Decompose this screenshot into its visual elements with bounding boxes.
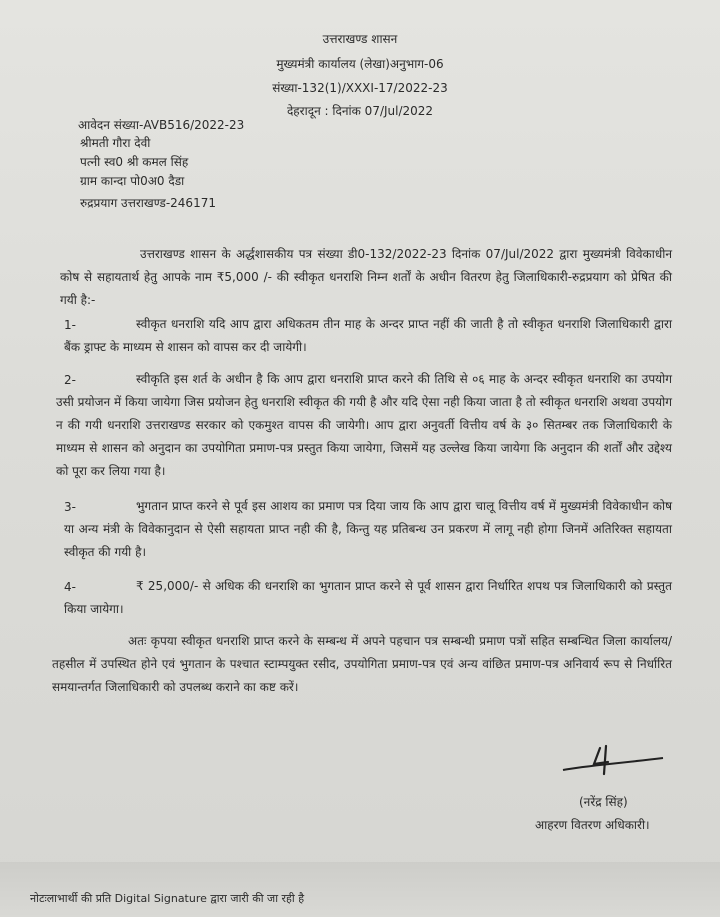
letter-date: देहरादून : दिनांक 07/Jul/2022	[286, 104, 434, 118]
condition-2-number: 2-	[64, 373, 76, 387]
condition-2-text: स्वीकृति इस शर्त के अधीन है कि आप द्वारा धनराशि प्राप्त करने की तिथि से ०६ माह के अन्दर स्वीकृत धनराशि का उपयोग उसी प्रयोजन में किया जायेगा जिस प्रयोजन हेतु धनराशि स्वीकृत की गयी है और यदि ऐसा नही किया जाता है तो स्वीकृत धनराशि अथवा उपयोग न की गयी धनराशि उत्तराखण्ड सरकार को एकमुश्त वापस की जायेगी। आप द्वारा अनुवर्ती वित्तीय वर्ष के ३० सितम्बर तक जिलाधिकारी के माध्यम से शासन को अनुदान का उपयोगिता प्रमाण-पत्र प्रस्तुत किया जायेगा, जिसमें यह उल्लेख किया जायेगा कि अनुदान की शर्तों और उद्देश्य को पूरा कर लिया गया है।	[56, 372, 672, 478]
signatory-designation: आहरण वितरण अधिकारी।	[535, 818, 650, 832]
handwritten-signature	[558, 740, 668, 780]
recipient-district: रुद्रप्रयाग उत्तराखण्ड-246171	[80, 196, 216, 210]
condition-3	[64, 495, 672, 564]
govt-name: उत्तराखण्ड शासन	[322, 32, 398, 46]
recipient-name: श्रीमती गौरा देवी	[80, 136, 151, 150]
closing-text: अतः कृपया स्वीकृत धनराशि प्राप्त करने के सम्बन्ध में अपने पहचान पत्र सम्बन्धी प्रमाण पत्रों सहित सम्बन्धित जिला कार्यालय/तहसील में उपस्थित होने एवं भुगतान के पश्चात स्टाम्पयुक्त रसीद, उपयोगिता प्रमाण-पत्र एवं अन्य वांछित प्रमाण-पत्र अनिवार्य रूप से निर्धारित समयान्तर्गत जिलाधिकारी को उपलब्ध कराने का कष्ट करें।	[52, 634, 672, 694]
letter-number: संख्या-132(1)/XXXI-17/2022-23	[272, 81, 448, 95]
condition-4	[64, 575, 672, 621]
application-number: आवेदन संख्या-AVB516/2022-23	[78, 118, 245, 132]
condition-3-number: 3-	[64, 500, 76, 514]
page-fold	[0, 862, 720, 917]
condition-1	[64, 313, 672, 359]
condition-1-text: स्वीकृत धनराशि यदि आप द्वारा अधिकतम तीन माह के अन्दर प्राप्त नहीं की जाती है तो स्वीकृत धनराशि जिलाधिकारी द्वारा बैंक ड्राफ्ट के माध्यम से शासन को वापस कर दी जायेगी।	[64, 317, 672, 354]
closing-paragraph	[52, 630, 672, 699]
condition-4-number: 4-	[64, 580, 76, 594]
condition-3-text: भुगतान प्राप्त करने से पूर्व इस आशय का प्रमाण पत्र दिया जाय कि आप द्वारा चालू वित्तीय वर्ष में मुख्यमंत्री विवेकाधीन कोष या अन्य मंत्री के विवेकानुदान से ऐसी सहायता प्राप्त नही की है, किन्तु यह प्रतिबन्ध उन प्रकरण में लागू नही होगा जिनमें अतिरिक्त सहायता स्वीकृत की गयी है।	[64, 499, 672, 559]
condition-4-text: ₹ 25,000/- से अधिक की धनराशि का भुगतान प्राप्त करने से पूर्व शासन द्वारा निर्धारित शपथ पत्र जिलाधिकारी को प्रस्तुत किया जायेगा।	[64, 579, 672, 616]
condition-1-number: 1-	[64, 318, 76, 332]
intro-text: उत्तराखण्ड शासन के अर्द्धशासकीय पत्र संख्या डी0-132/2022-23 दिनांक 07/Jul/2022 द्वारा मुख्यमंत्री विवेकाधीन कोष से सहायतार्थ हेतु आपके नाम ₹5,000 /- की स्वीकृत धनराशि निम्न शर्तों के अधीन वितरण हेतु जिलाधिकारी-रुद्रप्रयाग को प्रेषित की गयी है:-	[60, 247, 672, 307]
recipient-relation: पत्नी स्व0 श्री कमल सिंह	[80, 155, 189, 169]
office-name: मुख्यमंत्री कार्यालय (लेखा)अनुभाग-06	[276, 57, 444, 71]
footer-note: नोटःलाभार्थी की प्रति Digital Signature द्वारा जारी की जा रही है	[30, 892, 305, 905]
recipient-village: ग्राम कान्दा पो0अ0 दैडा	[80, 174, 185, 188]
condition-2	[56, 368, 672, 483]
intro-paragraph	[60, 243, 672, 312]
signatory-name: (नरेंद्र सिंह)	[579, 795, 628, 809]
